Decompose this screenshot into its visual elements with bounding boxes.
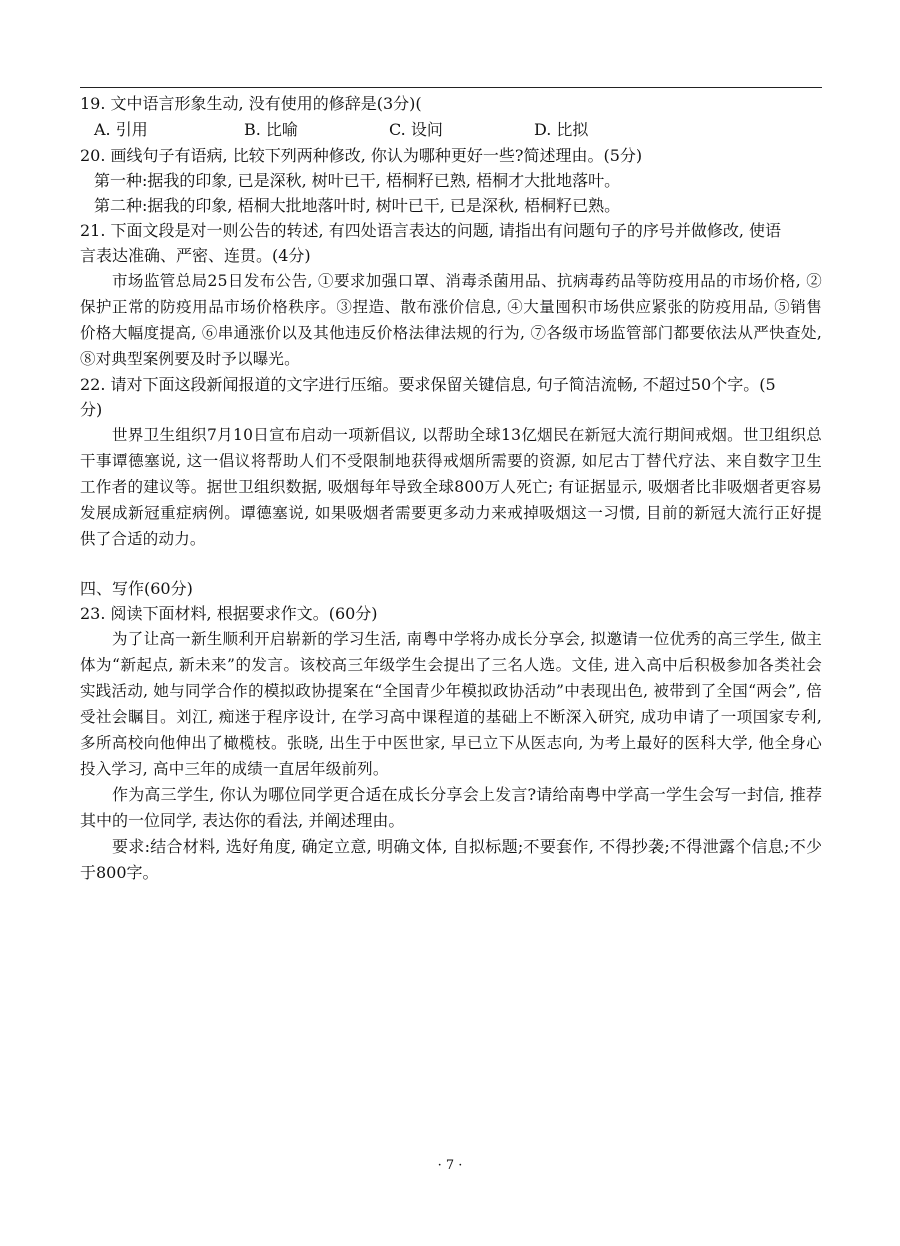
essay-material: 为了让高一新生顺利开启崭新的学习生活, 南粤中学将办成长分享会, 拟邀请一位优秀的高三学生, 做主体为“新起点, 新未来”的发言。该校高三年级学生会提出了三名人选。文佳, 进入高中后积极参加各类社会实践活动, 她与同学合作的模拟政协提案在“全国青少年模拟政协活动”中表现出色, 被带到了全国“两会”, 倍受社会瞩目。刘江, 痴迷于程序设计, 在学习高中课程道的基础上不断深入研究, 成功申请了一项国家专利, 多所高校向他伸出了橄榄枝。张晓, 出生于中医世家, 早已立下从医志向, 为考上最好的医科大学, 他全身心投入学习, 高中三年的成绩一直居年级前列。 [80,630,822,778]
page-content [80,91,822,886]
essay-task: 作为高三学生, 你认为哪位同学更合适在成长分享会上发言?请给南粤中学高一学生会写一封信, 推荐其中的一位同学, 表达你的看法, 并阐述理由。 [80,785,822,830]
option-a: A. 引用 [94,120,148,139]
question-22-line1: 22. 请对下面这段新闻报道的文字进行压缩。要求保留关键信息, 句子简洁流畅, 不超过50个字。(5 [80,375,776,394]
question-19-options [80,116,822,143]
page-number: · 7 · [437,1158,463,1173]
question-21-line1: 21. 下面文段是对一则公告的转述, 有四处语言表达的问题, 请指出有问题句子的序号并做修改, 使语 [80,221,782,240]
question-20: 20. 画线句子有语病, 比较下列两种修改, 你认为哪种更好一些?简述理由。(5分) [80,146,643,165]
option-b: B. 比喻 [244,120,298,139]
question-22-line2: 分) [80,400,103,419]
essay-requirements: 要求:结合材料, 选好角度, 确定立意, 明确文体, 自拟标题;不要套作, 不得抄袭;不得泄露个信息;不少于800字。 [80,837,822,882]
question-21-line2: 言表达准确、严密、连贯。(4分) [80,246,311,265]
option-c: C. 设问 [389,120,443,139]
section-spacer [80,552,822,576]
header-rule [80,87,822,88]
question-23: 23. 阅读下面材料, 根据要求作文。(60分) [80,604,378,623]
section-title-writing: 四、写作(60分) [80,579,193,598]
news-passage: 世界卫生组织7月10日宣布启动一项新倡议, 以帮助全球13亿烟民在新冠大流行期间戒烟。世卫组织总干事谭德塞说, 这一倡议将帮助人们不受限制地获得戒烟所需要的资源, 如尼古丁替代疗法、来自数字卫生工作者的建议等。据世卫组织数据, 吸烟每年导致全球800万人死亡; 有证据显示, 吸烟者比非吸烟者更容易发展成新冠重症病例。谭德塞说, 如果吸烟者需要更多动力来戒掉吸烟这一习惯, 目前的新冠大流行正好提供了合适的动力。 [80,426,822,548]
revision-first: 第一种:据我的印象, 已是深秋, 树叶已干, 梧桐籽已熟, 梧桐才大批地落叶。 [94,171,621,190]
announcement-passage: 市场监管总局25日发布公告, ①要求加强口罩、消毒杀菌用品、抗病毒药品等防疫用品的市场价格, ②保护正常的防疫用品市场价格秩序。③捏造、散布涨价信息, ④大量囤积市场供应紧张的防疫用品, ⑤销售价格大幅度提高, ⑥串通涨价以及其他违反价格法律法规的行为, ⑦各级市场监管部门都要依法从严快查处, ⑧对典型案例要及时予以曝光。 [80,272,822,368]
option-d: D. 比拟 [534,120,589,139]
question-19: 19. 文中语言形象生动, 没有使用的修辞是(3分)( [80,94,422,113]
revision-second: 第二种:据我的印象, 梧桐大批地落叶时, 树叶已干, 已是深秋, 梧桐籽已熟。 [94,196,621,215]
